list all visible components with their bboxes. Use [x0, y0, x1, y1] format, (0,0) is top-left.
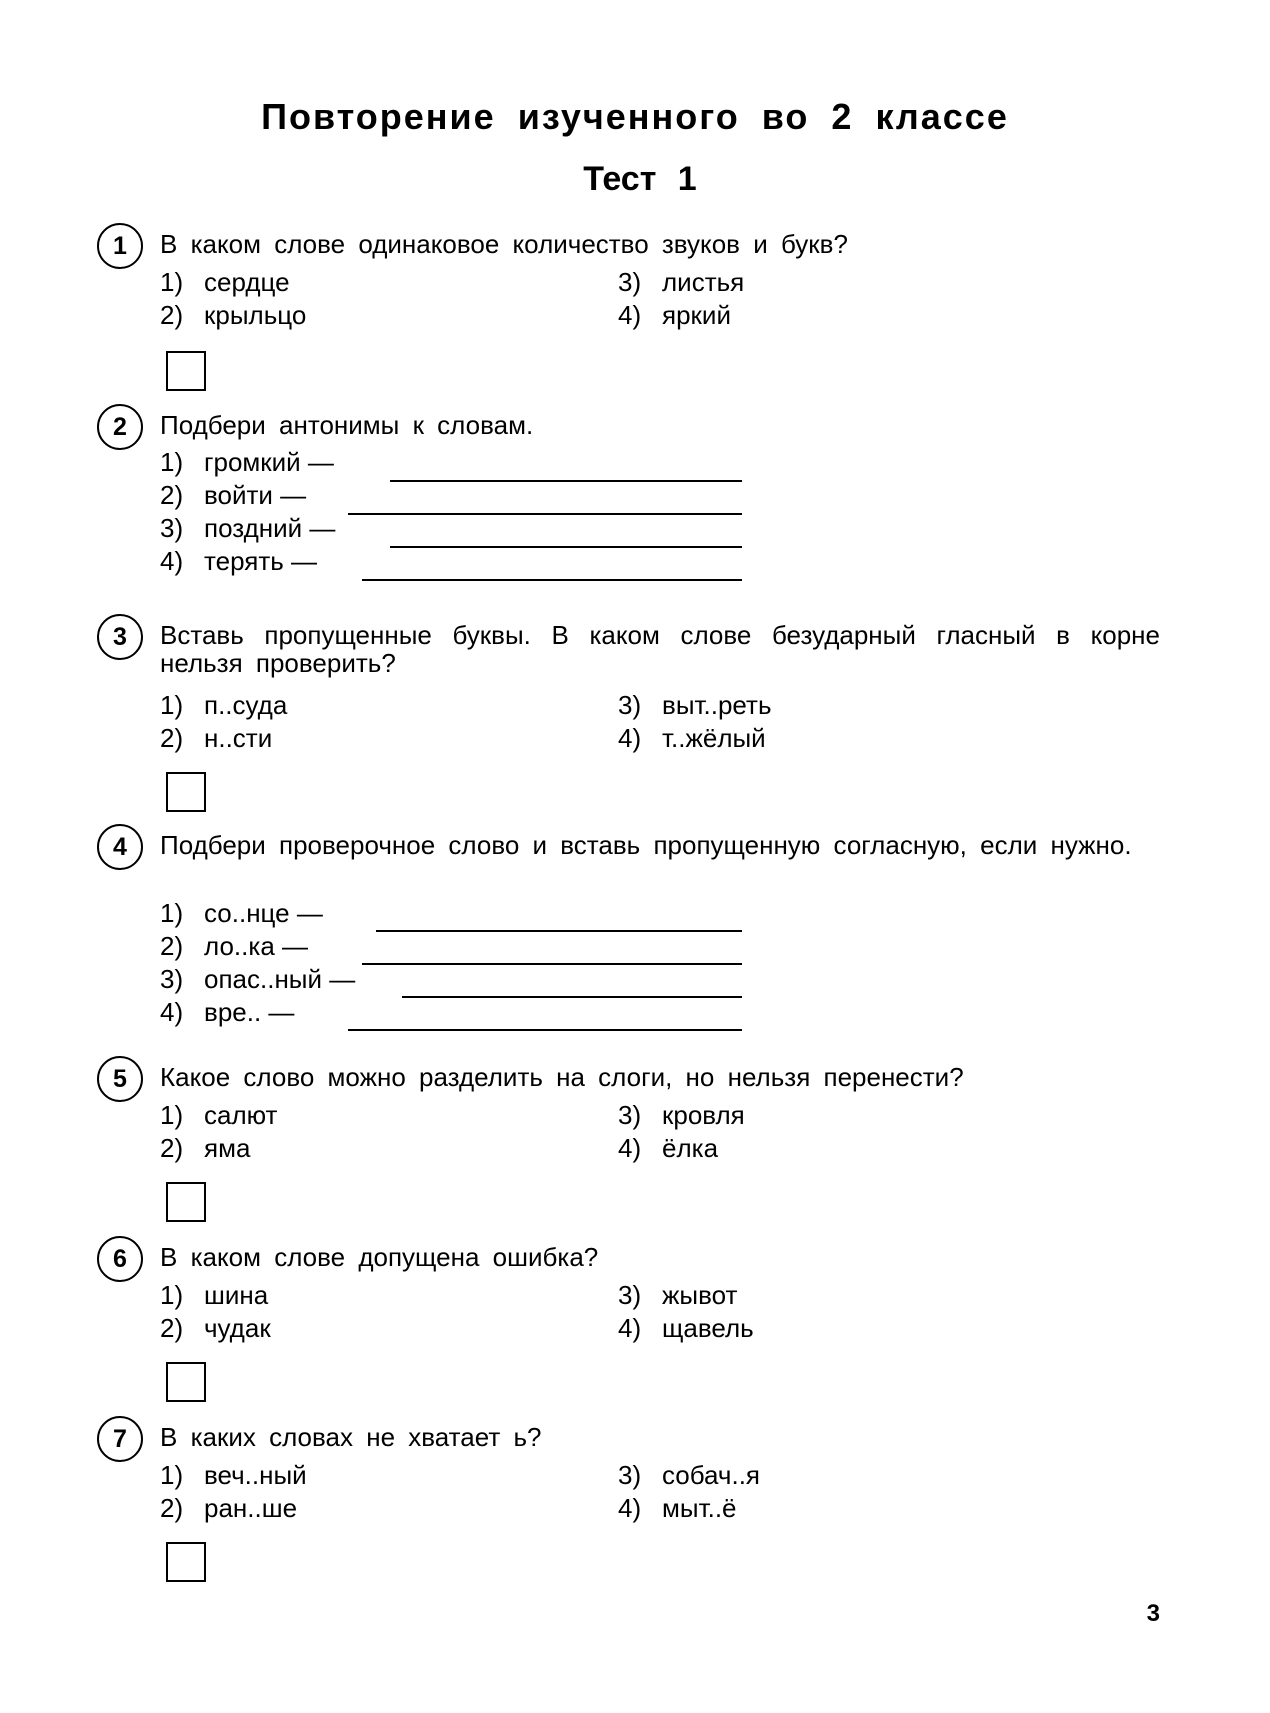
answer-option-1: 1) салют	[160, 1100, 278, 1130]
task-question: В каком слове допущена ошибка?	[160, 1242, 599, 1272]
antonym-item-2: 2) войти —	[160, 480, 307, 510]
antonym-item-4: 4) терять —	[160, 546, 318, 576]
task-question: В каком слове одинаковое количество звуков и букв?	[160, 229, 848, 259]
page-number: 3	[1146, 1600, 1160, 1627]
page-title: Повторение изученного во 2 классе	[261, 96, 1009, 137]
answer-option-4: 4) щавель	[618, 1313, 754, 1343]
answer-line[interactable]	[390, 480, 742, 482]
task-question: В каких словах не хватает ь?	[160, 1422, 542, 1452]
antonym-item-3: 3) поздний —	[160, 513, 336, 543]
answer-option-3: 3) собач..я	[618, 1460, 761, 1490]
answer-box[interactable]	[166, 1362, 206, 1402]
answer-option-3: 3) кровля	[618, 1100, 745, 1130]
task-number-badge: 3	[97, 614, 143, 660]
answer-option-4: 4) ёлка	[618, 1133, 719, 1163]
answer-line[interactable]	[402, 996, 742, 998]
task-number-badge: 7	[97, 1416, 143, 1462]
answer-option-2: 2) чудак	[160, 1313, 271, 1343]
answer-option-3: 3) жывот	[618, 1280, 738, 1310]
answer-option-2: 2) крыльцо	[160, 300, 307, 330]
task-number-badge: 2	[97, 404, 143, 450]
spelling-item-4: 4) вре.. —	[160, 997, 295, 1027]
answer-option-1: 1) веч..ный	[160, 1460, 307, 1490]
spelling-item-2: 2) ло..ка —	[160, 931, 308, 961]
task-number-badge: 1	[97, 223, 143, 269]
answer-option-2: 2) яма	[160, 1133, 251, 1163]
answer-option-4: 4) т..жёлый	[618, 723, 766, 753]
answer-line[interactable]	[390, 546, 742, 548]
answer-option-3: 3) выт..реть	[618, 690, 772, 720]
answer-option-4: 4) яркий	[618, 300, 731, 330]
spelling-item-1: 1) со..нце —	[160, 898, 323, 928]
answer-option-2: 2) н..сти	[160, 723, 273, 753]
task-question: Какое слово можно разделить на слоги, но нельзя перенести?	[160, 1062, 964, 1092]
antonym-item-1: 1) громкий —	[160, 447, 334, 477]
answer-box[interactable]	[166, 351, 206, 391]
answer-option-1: 1) п..суда	[160, 690, 288, 720]
task-question: Подбери проверочное слово и вставь пропущенную согласную, если нужно.	[160, 830, 1132, 860]
answer-line[interactable]	[376, 930, 742, 932]
answer-line[interactable]	[362, 579, 742, 581]
answer-option-2: 2) ран..ше	[160, 1493, 298, 1523]
test-title: Тест 1	[583, 160, 697, 198]
answer-box[interactable]	[166, 772, 206, 812]
answer-option-1: 1) шина	[160, 1280, 269, 1310]
answer-line[interactable]	[348, 513, 742, 515]
spelling-item-3: 3) опас..ный —	[160, 964, 356, 994]
answer-box[interactable]	[166, 1542, 206, 1582]
answer-box[interactable]	[166, 1182, 206, 1222]
answer-option-3: 3) листья	[618, 267, 745, 297]
answer-option-1: 1) сердце	[160, 267, 290, 297]
answer-line[interactable]	[348, 1029, 742, 1031]
task-question: Вставь пропущенные буквы. В каком слове безударный гласный в корне нельзя проверить?	[160, 620, 1160, 678]
answer-line[interactable]	[362, 963, 742, 965]
task-question: Подбери антонимы к словам.	[160, 410, 534, 440]
task-number-badge: 6	[97, 1236, 143, 1282]
task-number-badge: 5	[97, 1056, 143, 1102]
answer-option-4: 4) мыт..ё	[618, 1493, 737, 1523]
task-number-badge: 4	[97, 824, 143, 870]
